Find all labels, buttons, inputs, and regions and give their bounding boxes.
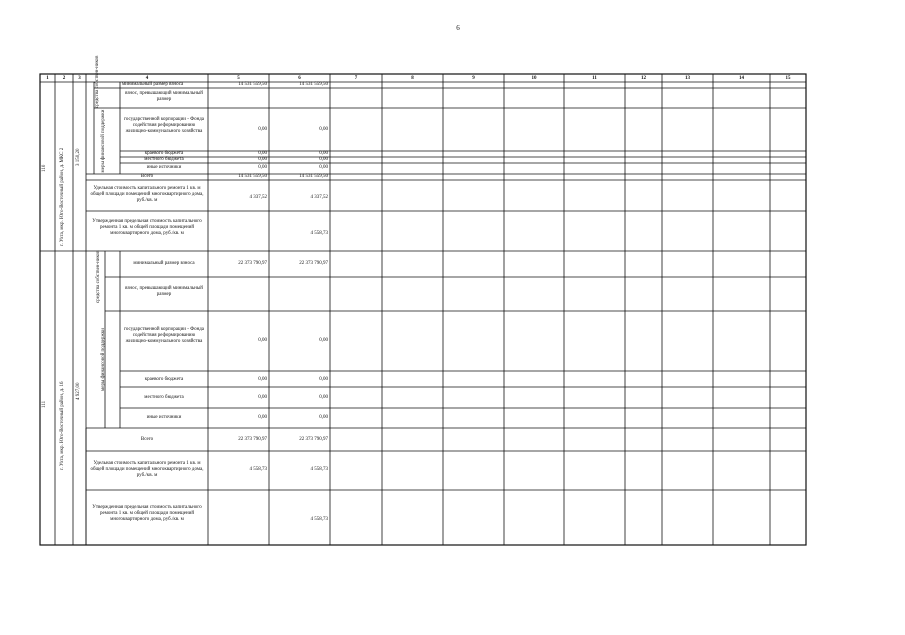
unit-cost-col5: 4 558,73 (249, 467, 267, 472)
column-header: 1 (46, 76, 49, 81)
column-header: 13 (685, 76, 690, 81)
regional-budget-col5: 0,00 (258, 151, 267, 156)
row-number: 110 (42, 164, 47, 172)
local-budget-label: местного бюджета (144, 395, 184, 400)
column-header: 3 (78, 76, 81, 81)
unit-cost-col5: 4 337,52 (249, 195, 267, 200)
local-budget-label: местного бюджета (144, 157, 184, 162)
total-col6: 14 531 559,50 (299, 174, 328, 179)
regional-budget-label: краевого бюджета (144, 377, 184, 382)
column-header: 10 (531, 76, 537, 81)
other-sources-label: иные источники (146, 165, 182, 170)
fund-col5: 0,00 (258, 127, 267, 132)
row-number: 111 (42, 400, 47, 408)
unit-cost-col6: 4 337,52 (310, 195, 328, 200)
column-header: 8 (411, 76, 414, 81)
column-header: 9 (472, 76, 475, 81)
column-header: 11 (592, 76, 597, 81)
fund-col6: 0,00 (319, 127, 328, 132)
group-owner-funds: средства собствен-ников (96, 250, 101, 303)
other-sources-col5: 0,00 (258, 165, 267, 170)
house-address: г. Ухта, мкр. Юго-Восточный район, д. 16 (60, 381, 65, 470)
total-label: Всего (140, 174, 154, 179)
page-number: 6 (456, 24, 460, 32)
house-address: г. Ухта, мкр. Юго-Восточный район, д. МКС 2 (60, 147, 65, 246)
column-header: 7 (354, 76, 358, 81)
total-col5: 22 373 790,97 (238, 437, 267, 442)
local-budget-col6: 0,00 (319, 157, 328, 162)
unit-cost-label: Удельная стоимость капитального ремонта 1 кв. м общей площади помещений многоквартирного дома, руб./кв. м (90, 461, 204, 478)
total-col6: 22 373 790,97 (299, 437, 328, 442)
fund-label: государственной корпорации - Фонда содействия реформированию жилищно-коммунального хозяйства (123, 327, 205, 344)
local-budget-col5: 0,00 (258, 157, 267, 162)
column-header: 5 (237, 76, 240, 81)
group-financial-support: меры финансовой поддержки (101, 328, 106, 391)
local-budget-col6: 0,00 (319, 395, 328, 400)
column-header: 2 (62, 76, 66, 81)
column-header: 12 (641, 76, 646, 81)
other-sources-col6: 0,00 (319, 165, 328, 170)
unit-cost-label: Удельная стоимость капитального ремонта 1 кв. м общей площади помещений многоквартирного дома, руб./кв. м (90, 186, 204, 203)
unit-cost-col6: 4 558,73 (310, 467, 328, 472)
local-budget-col5: 0,00 (258, 395, 267, 400)
limit-cost-label: Утвержденная предельная стоимость капитального ремонта 1 кв. м общей площади помещений многоквартирного дома, руб./кв. м (92, 505, 202, 522)
limit-cost-col6: 4 558,73 (310, 517, 328, 522)
other-sources-col6: 0,00 (319, 415, 328, 420)
other-sources-label: иные источники (146, 415, 182, 420)
exceeding-contribution-label: взнос, превышающий минимальный размер (125, 91, 203, 102)
fund-col6: 0,00 (319, 338, 328, 343)
limit-cost-label: Утвержденная предельная стоимость капитального ремонта 1 кв. м общей площади помещений многоквартирного дома, руб./кв. м (92, 219, 202, 236)
fund-label: государственной корпорации - Фонда содействия реформированию жилищно-коммунального хозяйства (123, 117, 205, 134)
regional-budget-col5: 0,00 (258, 377, 267, 382)
regional-budget-col6: 0,00 (319, 151, 328, 156)
column-header: 4 (145, 76, 149, 81)
minimal-contribution-label: минимальный размер взноса (133, 261, 195, 266)
minimal-contribution-label: минимальный размер взноса (122, 82, 184, 87)
minimal-contribution-col6: 22 373 790,97 (299, 261, 328, 266)
house-area: 4 927,00 (76, 382, 81, 400)
group-owner-funds: средства собствен-ников (95, 55, 100, 108)
regional-budget-label: краевого бюджета (144, 151, 184, 156)
minimal-contribution-col5: 14 531 559,50 (238, 82, 267, 87)
total-label: Всего (140, 437, 154, 442)
exceeding-contribution-label: взнос, превышающий минимальный размер (125, 286, 203, 297)
group-financial-support: меры финансовой поддержки (101, 109, 106, 173)
minimal-contribution-col6: 14 531 559,50 (299, 82, 328, 87)
column-header: 14 (739, 76, 744, 81)
minimal-contribution-col5: 22 373 790,97 (238, 261, 267, 266)
column-header: 6 (298, 76, 301, 81)
total-col5: 14 531 559,50 (238, 174, 267, 179)
other-sources-col5: 0,00 (258, 415, 267, 420)
house-area: 3 150,20 (76, 148, 81, 166)
regional-budget-col6: 0,00 (319, 377, 328, 382)
fund-col5: 0,00 (258, 338, 267, 343)
column-header: 15 (785, 76, 791, 81)
limit-cost-col6: 4 558,73 (310, 231, 328, 236)
